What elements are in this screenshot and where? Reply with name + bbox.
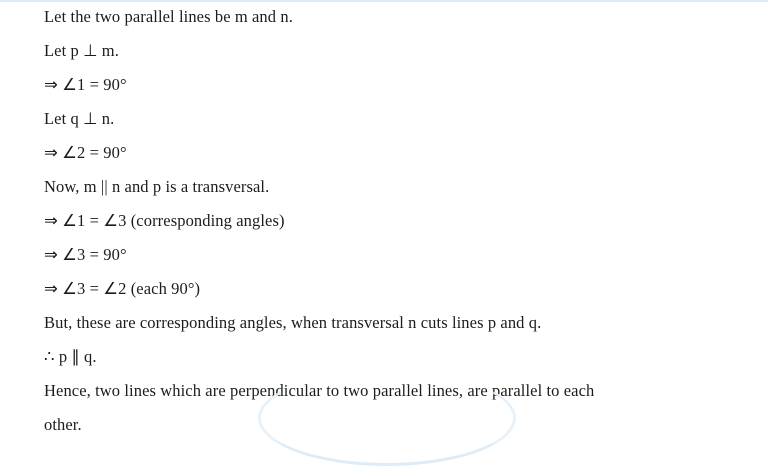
text-line: ∴ p ∥ q. (44, 346, 97, 366)
proof-text-block (44, 0, 734, 442)
text-line: Let p ⊥ m. (44, 40, 119, 60)
text-line: Let the two parallel lines be m and n. (44, 6, 293, 26)
text-line: ⇒ ∠3 = ∠2 (each 90°) (44, 278, 201, 298)
text-line: Hence, two lines which are perpendicular to two parallel lines, are parallel to each (44, 380, 595, 400)
text-line: ⇒ ∠2 = 90° (44, 142, 127, 162)
text-line: ⇒ ∠3 = 90° (44, 244, 127, 264)
text-line: Now, m || n and p is a transversal. (44, 176, 270, 196)
text-line: Let q ⊥ n. (44, 108, 115, 128)
text-line: But, these are corresponding angles, when transversal n cuts lines p and q. (44, 312, 542, 332)
text-line: other. (44, 414, 82, 434)
text-line: ⇒ ∠1 = ∠3 (corresponding angles) (44, 210, 285, 230)
text-line: ⇒ ∠1 = 90° (44, 74, 127, 94)
